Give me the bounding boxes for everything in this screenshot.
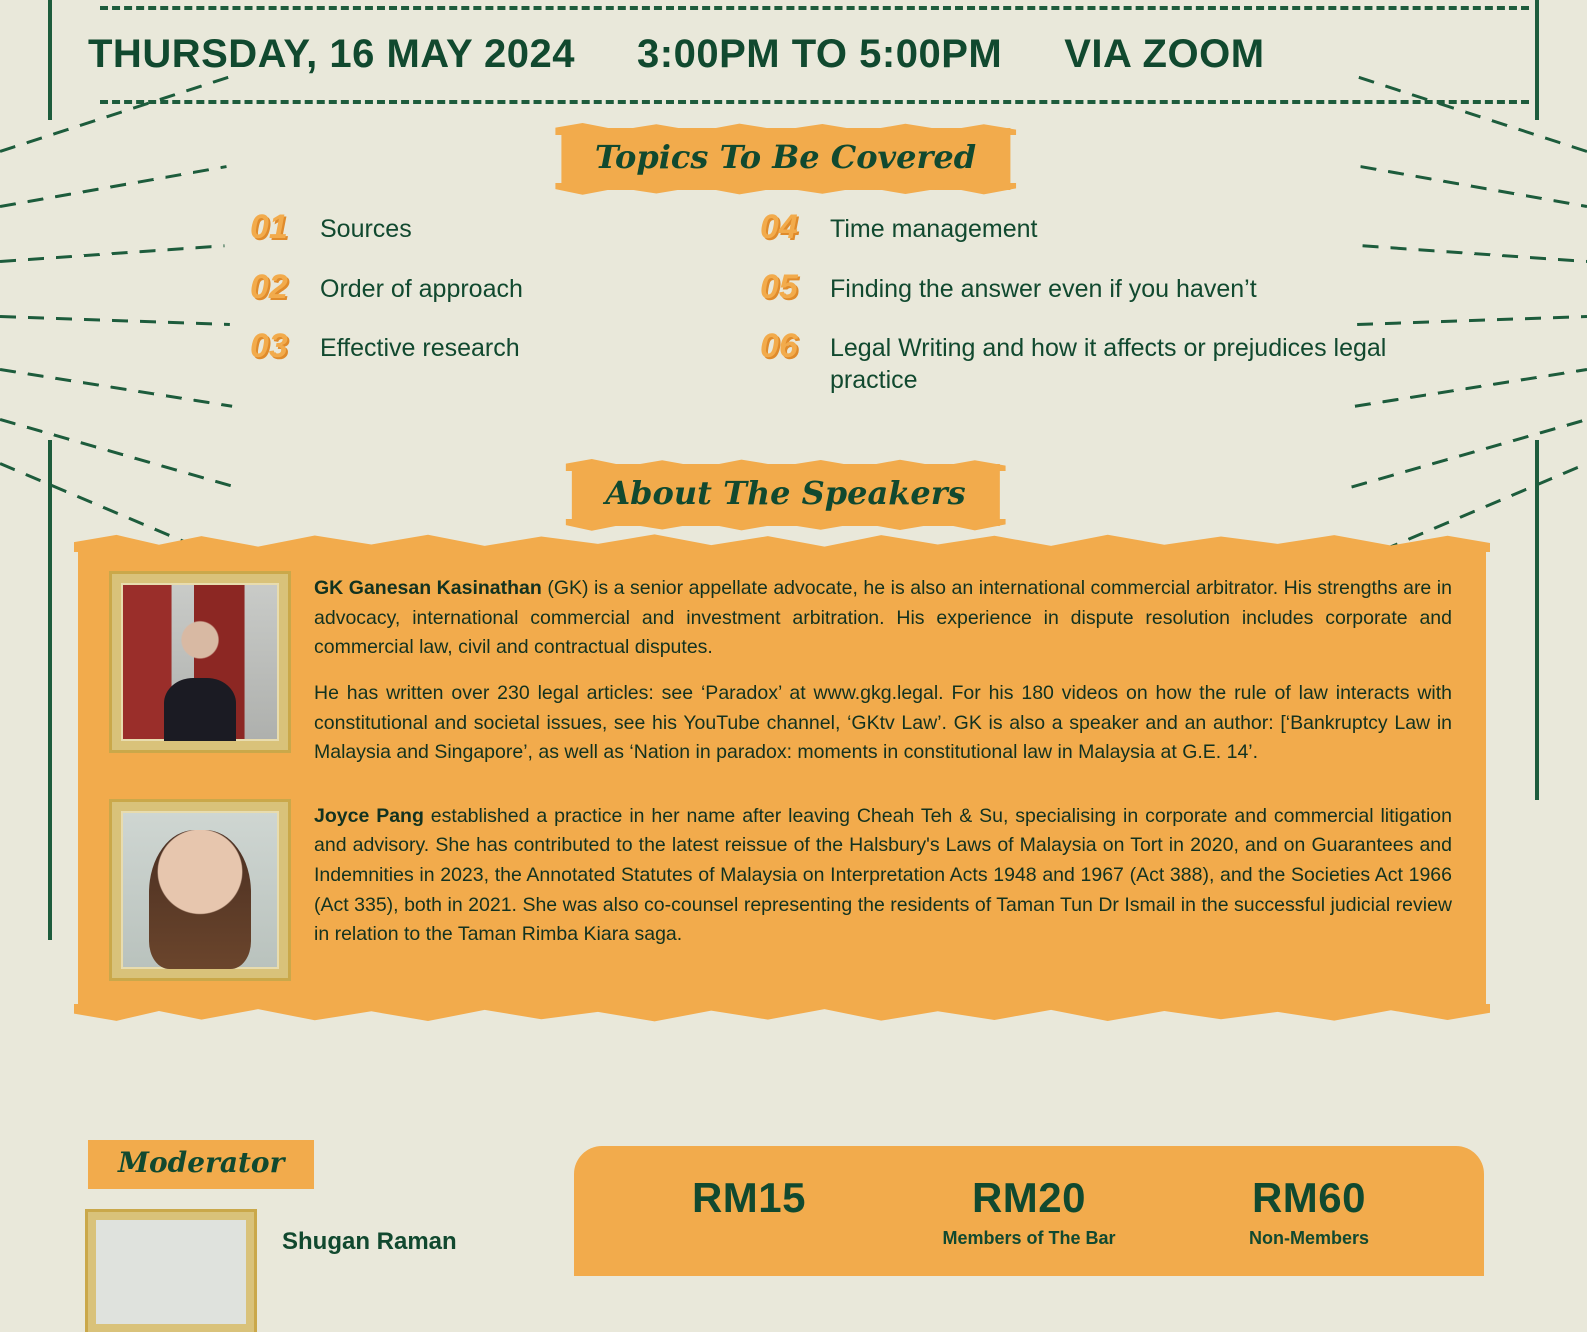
speakers-panel	[78, 548, 1486, 1008]
pricing-panel	[574, 1146, 1484, 1276]
speaker-bio-paragraph: He has written over 230 legal articles: see ‘Paradox’ at www.gkg.legal. For his 180 videos on how the rule of law interacts with constitutional and societal issues, see his YouTube channel, ‘GKtv Law’. GK is also a speaker and an author: [‘Bankruptcy Law in Malaysia and Singapore’, as well as ‘Nation in paradox: moments in constitutional law in Malaysia at G.E. 14’.	[314, 681, 1452, 764]
speaker-bio-paragraph	[314, 574, 1452, 663]
topic-label: Sources	[320, 215, 412, 243]
topic-number: 02	[250, 267, 288, 306]
price-caption: Non-Members	[1248, 1228, 1369, 1248]
topic-number: 06	[760, 327, 798, 366]
moderator-heading: Moderator	[88, 1140, 314, 1189]
price-option	[1174, 1174, 1444, 1249]
topic-item	[250, 329, 730, 396]
moderator-photo	[88, 1212, 254, 1332]
topic-item	[250, 210, 730, 246]
topic-number: 04	[760, 208, 798, 246]
topic-label: Order of approach	[320, 274, 523, 303]
decorative-rays-left	[0, 110, 260, 540]
speaker-bio-gk	[314, 574, 1452, 768]
speaker-entry	[112, 802, 1452, 978]
topic-item	[760, 329, 1407, 396]
speaker-entry	[112, 574, 1452, 768]
topic-number: 01	[250, 208, 288, 246]
price-amount: RM15	[691, 1174, 807, 1221]
topic-label: Effective research	[320, 334, 520, 363]
price-option	[614, 1174, 884, 1228]
topic-label: Finding the answer even if you haven’t	[830, 274, 1257, 303]
speaker-bio-text: established a practice in her name after leaving Cheah Teh & Su, specialising in corporate and commercial litigation and advisory. She has contributed to the latest reissue of the Halsbury's Laws of Malaysia on Tort in 2020, and on Guarantees and Indemnities in 2023, the Annotated Statutes of Malaysia on Interpretation Acts 1948 and 1967 (Act 388), and the Societies Act 1966 (Act 335), both in 2021. She was also co-counsel representing the residents of Taman Tun Dr Ismail in the successful judicial review in relation to the Taman Rimba Kiara saga.	[314, 804, 1452, 946]
event-platform: VIA ZOOM	[1064, 31, 1265, 76]
topic-item	[250, 267, 730, 306]
moderator-name: Shugan Raman	[282, 1228, 457, 1255]
topic-label: Time management	[830, 215, 1038, 243]
price-amount: RM20	[971, 1174, 1087, 1221]
event-header	[48, 0, 1539, 108]
price-amount: RM60	[1251, 1174, 1367, 1221]
speaker-name: GK Ganesan Kasinathan	[314, 577, 542, 599]
topic-number: 03	[250, 327, 288, 366]
header-dashed-line-bottom	[100, 100, 1529, 104]
topics-list	[250, 210, 1407, 396]
speaker-photo-gk	[112, 574, 288, 750]
speaker-bio-text: is a senior appellate advocate, he is also an international commercial arbitrator. His strengths are in advocacy, international commercial and investment arbitration. His experience in dispute resolution includes corporate and commercial law, civil and contractual disputes.	[314, 577, 1452, 659]
event-date: THURSDAY, 16 MAY 2024	[88, 31, 576, 76]
price-option	[894, 1174, 1164, 1249]
speaker-bio-joyce	[314, 802, 1452, 950]
price-caption: Members of The Bar	[942, 1228, 1116, 1248]
event-time: 3:00PM TO 5:00PM	[637, 31, 1003, 76]
header-dashed-line-top	[100, 6, 1529, 10]
topics-heading: Topics To Be Covered	[561, 128, 1010, 190]
speaker-photo-joyce	[112, 802, 288, 978]
speaker-name-suffix: (GK)	[541, 577, 589, 599]
topic-item	[760, 210, 1407, 246]
topic-number: 05	[760, 267, 798, 306]
speaker-bio-paragraph	[314, 802, 1452, 950]
topic-item	[760, 267, 1407, 306]
right-border-rule-bottom	[1535, 440, 1539, 800]
topic-label: Legal Writing and how it affects or prejudices legal practice	[830, 334, 1387, 394]
left-border-rule-bottom	[48, 440, 52, 940]
speaker-name: Joyce Pang	[314, 804, 424, 827]
speakers-heading: About The Speakers	[571, 464, 999, 526]
